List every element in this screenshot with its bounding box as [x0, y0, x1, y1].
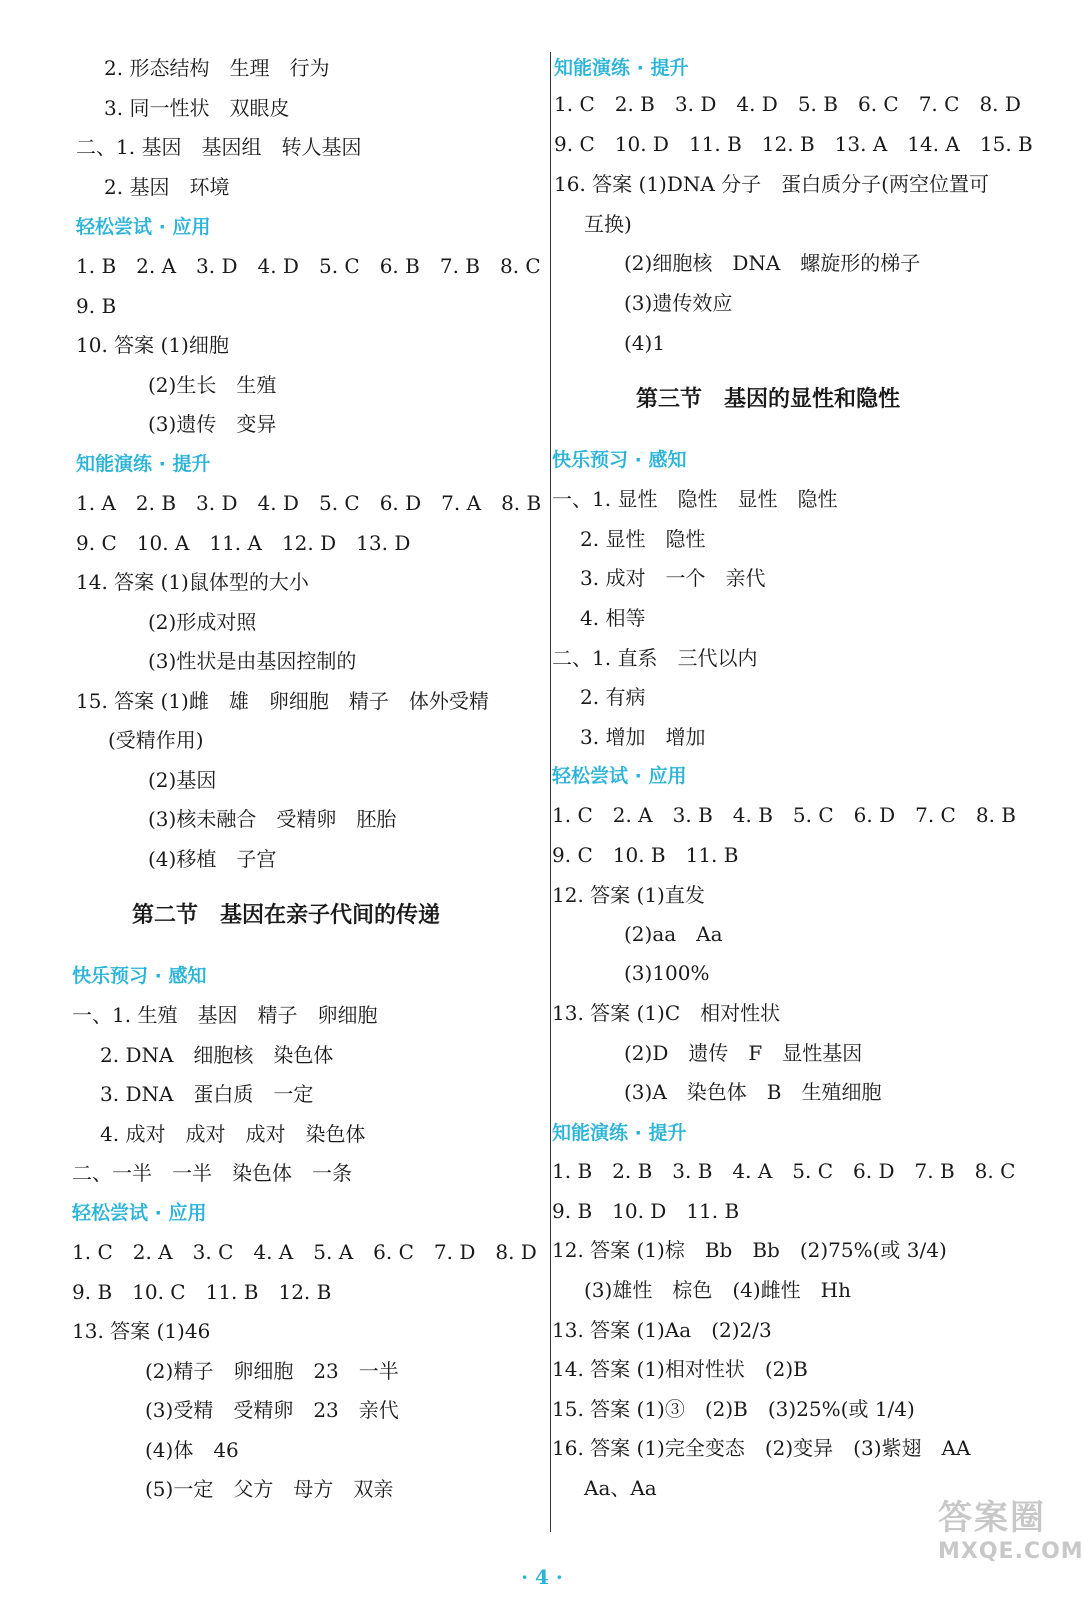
section-label: 轻松尝试 · 应用 [72, 1202, 207, 1224]
answer-line: (4)1 [624, 331, 666, 355]
answer-line: (3)遗传 变异 [148, 412, 277, 436]
watermark-text: 答案圈 [938, 1498, 1046, 1538]
answer-line: 3. DNA 蛋白质 一定 [100, 1082, 314, 1106]
answer-line: (受精作用) [108, 728, 204, 752]
watermark-url: MXQE.COM [938, 1539, 1084, 1564]
answer-line: 2. 基因 环境 [104, 175, 230, 199]
section-label: 知能演练 · 提升 [554, 57, 689, 79]
answer-line: 1. C 2. A 3. C 4. A 5. A 6. C 7. D 8. D [72, 1240, 537, 1264]
answer-line: 4. 相等 [580, 606, 646, 630]
answer-line: (5)一定 父方 母方 双亲 [145, 1477, 394, 1501]
answer-line: 二、1. 基因 基因组 转人基因 [76, 135, 362, 159]
answer-line: 13. 答案 (1)C 相对性状 [552, 1001, 781, 1025]
answer-line: 二、1. 直系 三代以内 [552, 646, 758, 670]
section-label: 轻松尝试 · 应用 [76, 216, 211, 238]
answer-line: 15. 答案 (1)③ (2)B (3)25%(或 1/4) [552, 1397, 915, 1421]
section-heading: 第二节 基因在亲子代间的传递 [132, 903, 441, 928]
answer-line: 一、1. 生殖 基因 精子 卵细胞 [72, 1003, 378, 1027]
answer-line: 一、1. 显性 隐性 显性 隐性 [552, 487, 838, 511]
answer-line: 互换) [584, 212, 632, 236]
section-label: 轻松尝试 · 应用 [552, 765, 687, 787]
answer-line: (3)核未融合 受精卵 胚胎 [148, 807, 397, 831]
answer-line: 3. 同一性状 双眼皮 [104, 96, 290, 120]
answer-line: (2)细胞核 DNA 螺旋形的梯子 [624, 251, 921, 275]
answer-line: (2)精子 卵细胞 23 一半 [145, 1359, 399, 1383]
section-label: 快乐预习 · 感知 [552, 449, 687, 471]
answer-line: (3)遗传效应 [624, 291, 733, 315]
watermark-logo [938, 1490, 1084, 1564]
answer-line: 13. 答案 (1)Aa (2)2/3 [552, 1318, 772, 1342]
section-label: 快乐预习 · 感知 [72, 965, 207, 987]
answer-line: (3)100% [624, 961, 710, 985]
answer-line: 2. DNA 细胞核 染色体 [100, 1043, 334, 1067]
answer-line: 9. C 10. B 11. B [552, 843, 739, 867]
answer-line: 3. 成对 一个 亲代 [580, 566, 766, 590]
answer-line: 9. B 10. D 11. B [552, 1199, 740, 1223]
answer-line: 16. 答案 (1)完全变态 (2)变异 (3)紫翅 AA [552, 1436, 971, 1460]
answer-line: (2)D 遗传 F 显性基因 [624, 1041, 863, 1065]
answer-line: 14. 答案 (1)相对性状 (2)B [552, 1357, 808, 1381]
answer-line: (2)基因 [148, 768, 217, 792]
answer-line: (2)生长 生殖 [148, 373, 277, 397]
answer-line: 13. 答案 (1)46 [72, 1319, 211, 1343]
answer-line: 9. B 10. C 11. B 12. B [72, 1280, 332, 1304]
answer-line: 3. 增加 增加 [580, 725, 706, 749]
page-number: · 4 · [521, 1565, 563, 1589]
section-label: 知能演练 · 提升 [76, 453, 211, 475]
answer-line: 1. B 2. A 3. D 4. D 5. C 6. B 7. B 8. C [76, 254, 541, 278]
answer-line: 1. B 2. B 3. B 4. A 5. C 6. D 7. B 8. C [552, 1159, 1016, 1183]
section-heading: 第三节 基因的显性和隐性 [636, 387, 901, 412]
answer-line: (3)受精 受精卵 23 亲代 [145, 1398, 399, 1422]
answer-line: 2. 显性 隐性 [580, 527, 706, 551]
answer-line: (3)雄性 棕色 (4)雌性 Hh [584, 1278, 851, 1302]
answer-line: 二、一半 一半 染色体 一条 [72, 1161, 352, 1185]
answer-line: (3)性状是由基因控制的 [148, 649, 357, 673]
answer-line: (3)A 染色体 B 生殖细胞 [624, 1080, 882, 1104]
section-label: 知能演练 · 提升 [552, 1122, 687, 1144]
column-divider [550, 52, 551, 1532]
answer-line: 9. C 10. D 11. B 12. B 13. A 14. A 15. B [554, 132, 1033, 156]
answer-line: 10. 答案 (1)细胞 [76, 333, 229, 357]
answer-line: 15. 答案 (1)雌 雄 卵细胞 精子 体外受精 [76, 689, 489, 713]
answer-line: 12. 答案 (1)直发 [552, 883, 705, 907]
answer-line: (2)形成对照 [148, 610, 257, 634]
answer-line: 9. B [76, 294, 117, 318]
answer-line: (2)aa Aa [624, 922, 723, 946]
answer-line: 1. C 2. A 3. B 4. B 5. C 6. D 7. C 8. B [552, 803, 1016, 827]
answer-line: 14. 答案 (1)鼠体型的大小 [76, 570, 309, 594]
answer-line: 16. 答案 (1)DNA 分子 蛋白质分子(两空位置可 [554, 172, 989, 196]
answer-line: 4. 成对 成对 成对 染色体 [100, 1122, 366, 1146]
answer-line: 2. 形态结构 生理 行为 [104, 56, 330, 80]
answer-line: 2. 有病 [580, 685, 646, 709]
answer-line: 1. C 2. B 3. D 4. D 5. B 6. C 7. C 8. D [554, 92, 1021, 116]
answer-line: 12. 答案 (1)棕 Bb Bb (2)75%(或 3/4) [552, 1238, 947, 1262]
answer-line: Aa、Aa [584, 1476, 657, 1500]
answer-line: 9. C 10. A 11. A 12. D 13. D [76, 531, 411, 555]
answer-line: (4)体 46 [145, 1438, 239, 1462]
answer-line: 1. A 2. B 3. D 4. D 5. C 6. D 7. A 8. B [76, 491, 542, 515]
answer-line: (4)移植 子宫 [148, 847, 277, 871]
